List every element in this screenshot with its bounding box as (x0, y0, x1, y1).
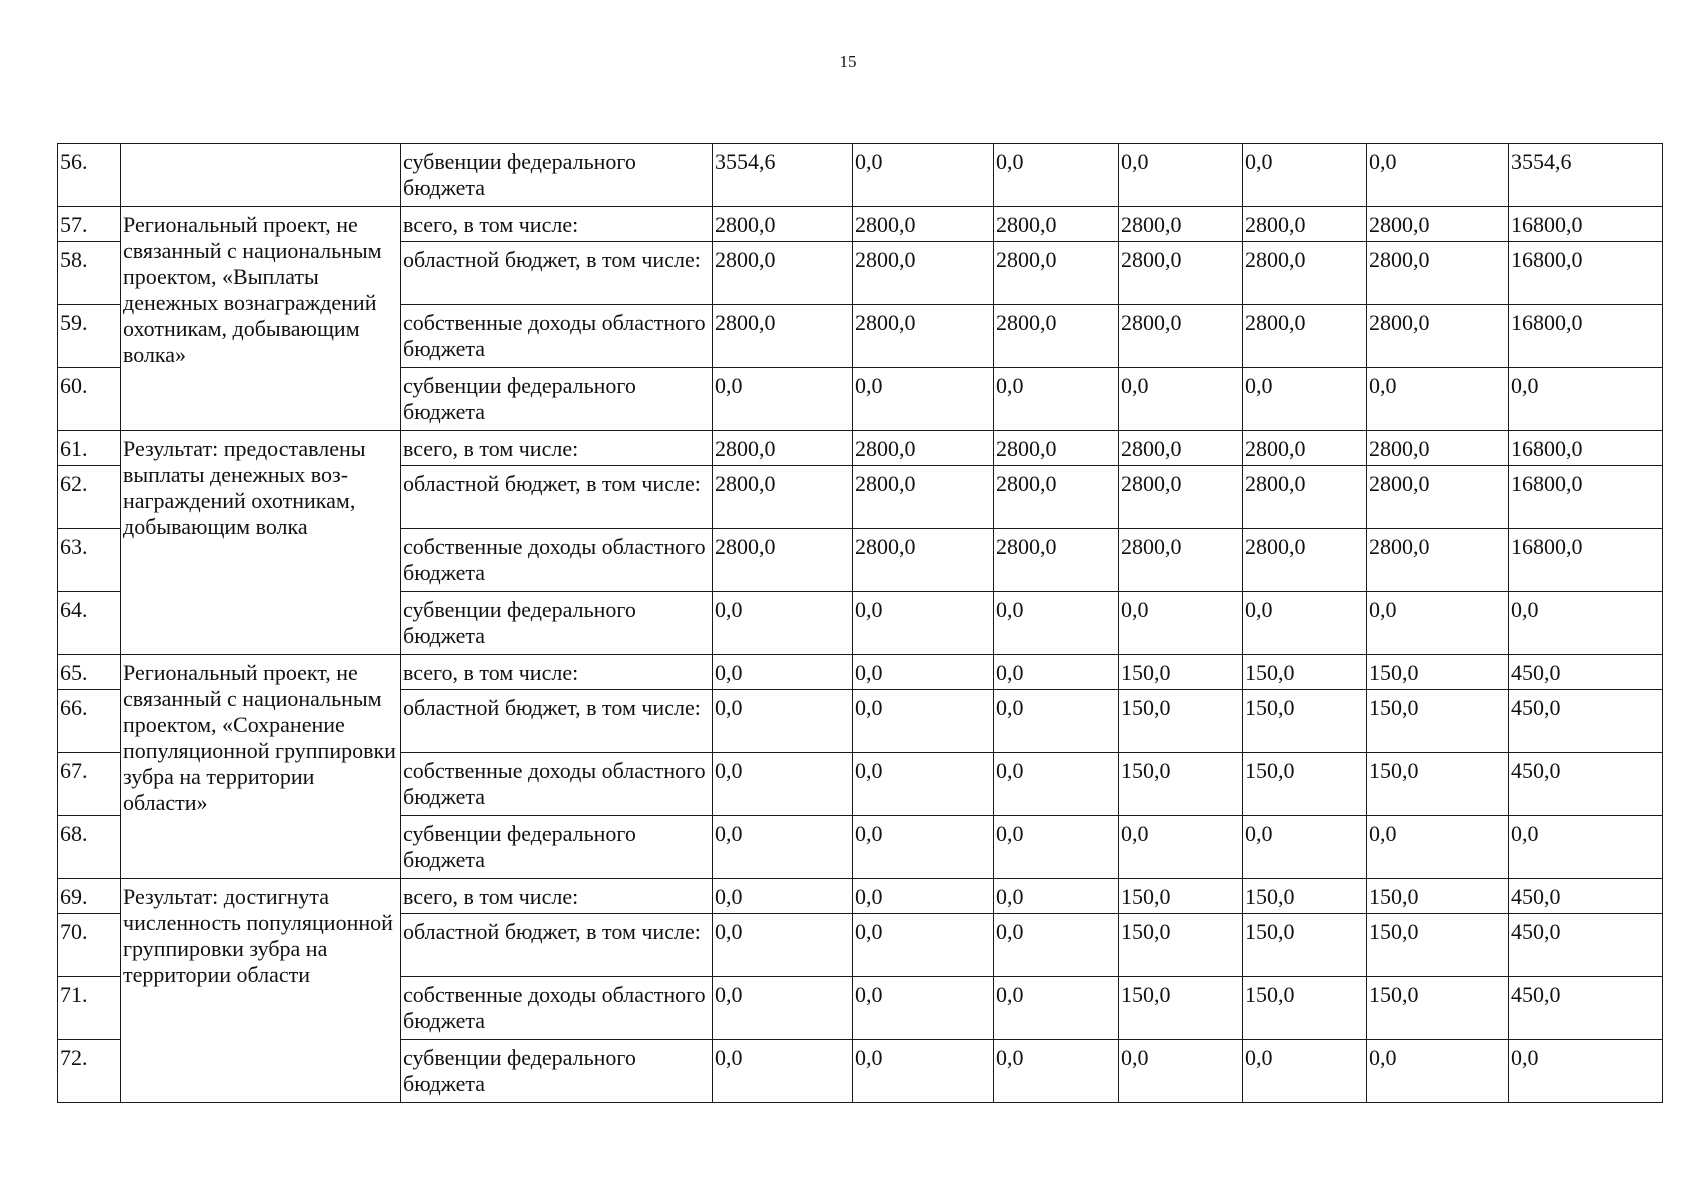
value-cell: 2800,0 (994, 529, 1119, 592)
value-cell: 0,0 (713, 914, 853, 977)
value-cell: 2800,0 (1367, 242, 1509, 305)
value-cell: 0,0 (994, 879, 1119, 914)
value-cell: 0,0 (713, 592, 853, 655)
row-number: 69. (58, 879, 121, 914)
row-number: 57. (58, 207, 121, 242)
total-cell: 450,0 (1509, 879, 1663, 914)
total-cell: 450,0 (1509, 690, 1663, 753)
row-number: 62. (58, 466, 121, 529)
funding-source: областной бюджет, в том числе: (401, 466, 713, 529)
value-cell: 2800,0 (1367, 305, 1509, 368)
value-cell: 2800,0 (1367, 529, 1509, 592)
value-cell: 2800,0 (713, 305, 853, 368)
row-number: 66. (58, 690, 121, 753)
value-cell: 0,0 (853, 592, 994, 655)
total-cell: 3554,6 (1509, 144, 1663, 207)
value-cell: 0,0 (994, 977, 1119, 1040)
value-cell: 2800,0 (1367, 207, 1509, 242)
total-cell: 16800,0 (1509, 431, 1663, 466)
value-cell: 0,0 (713, 879, 853, 914)
value-cell: 2800,0 (713, 207, 853, 242)
value-cell: 0,0 (853, 977, 994, 1040)
value-cell: 0,0 (1119, 592, 1243, 655)
value-cell: 2800,0 (1119, 242, 1243, 305)
total-cell: 0,0 (1509, 368, 1663, 431)
row-number: 67. (58, 753, 121, 816)
value-cell: 0,0 (713, 690, 853, 753)
value-cell: 0,0 (853, 816, 994, 879)
value-cell: 2800,0 (1243, 529, 1367, 592)
value-cell: 150,0 (1367, 753, 1509, 816)
table-row (58, 431, 1663, 466)
value-cell: 0,0 (994, 655, 1119, 690)
total-cell: 16800,0 (1509, 305, 1663, 368)
value-cell: 0,0 (713, 816, 853, 879)
value-cell: 0,0 (1243, 592, 1367, 655)
value-cell: 2800,0 (853, 242, 994, 305)
value-cell: 0,0 (1243, 816, 1367, 879)
value-cell: 150,0 (1243, 655, 1367, 690)
value-cell: 2800,0 (994, 466, 1119, 529)
value-cell: 150,0 (1243, 690, 1367, 753)
row-number: 64. (58, 592, 121, 655)
value-cell: 0,0 (994, 816, 1119, 879)
value-cell: 0,0 (853, 144, 994, 207)
value-cell: 2800,0 (853, 529, 994, 592)
value-cell: 0,0 (1243, 144, 1367, 207)
value-cell: 2800,0 (1243, 207, 1367, 242)
value-cell: 0,0 (853, 1040, 994, 1103)
value-cell: 2800,0 (1367, 431, 1509, 466)
value-cell: 2800,0 (1119, 529, 1243, 592)
total-cell: 450,0 (1509, 977, 1663, 1040)
value-cell: 150,0 (1243, 977, 1367, 1040)
total-cell: 0,0 (1509, 592, 1663, 655)
funding-source: субвенции федерального бюджета (401, 592, 713, 655)
value-cell: 0,0 (713, 977, 853, 1040)
value-cell: 150,0 (1119, 914, 1243, 977)
row-number: 63. (58, 529, 121, 592)
value-cell: 0,0 (1119, 368, 1243, 431)
value-cell: 2800,0 (994, 207, 1119, 242)
value-cell: 2800,0 (853, 305, 994, 368)
value-cell: 150,0 (1119, 690, 1243, 753)
row-number: 71. (58, 977, 121, 1040)
value-cell: 0,0 (713, 1040, 853, 1103)
value-cell: 0,0 (1367, 1040, 1509, 1103)
funding-source: субвенции федерального бюджета (401, 144, 713, 207)
funding-source: собственные доходы областного бюджета (401, 753, 713, 816)
total-cell: 0,0 (1509, 1040, 1663, 1103)
funding-source: субвенции федерального бюджета (401, 1040, 713, 1103)
value-cell: 2800,0 (853, 431, 994, 466)
row-number: 61. (58, 431, 121, 466)
value-cell: 2800,0 (713, 466, 853, 529)
value-cell: 0,0 (853, 690, 994, 753)
value-cell: 2800,0 (713, 529, 853, 592)
value-cell: 0,0 (713, 368, 853, 431)
table-row (58, 879, 1663, 914)
row-number: 72. (58, 1040, 121, 1103)
value-cell: 0,0 (1367, 592, 1509, 655)
row-number: 56. (58, 144, 121, 207)
funding-source: областной бюджет, в том числе: (401, 690, 713, 753)
value-cell: 2800,0 (994, 431, 1119, 466)
value-cell: 0,0 (1243, 368, 1367, 431)
funding-source: собственные доходы областного бюджета (401, 305, 713, 368)
value-cell: 2800,0 (994, 242, 1119, 305)
value-cell: 150,0 (1367, 879, 1509, 914)
row-number: 60. (58, 368, 121, 431)
value-cell: 0,0 (994, 914, 1119, 977)
value-cell: 150,0 (1367, 690, 1509, 753)
value-cell: 2800,0 (853, 466, 994, 529)
value-cell: 0,0 (1119, 144, 1243, 207)
value-cell: 2800,0 (1243, 305, 1367, 368)
funding-source: собственные доходы областного бюджета (401, 529, 713, 592)
table-row (58, 655, 1663, 690)
funding-source: всего, в том числе: (401, 655, 713, 690)
value-cell: 0,0 (994, 1040, 1119, 1103)
funding-source: областной бюджет, в том числе: (401, 914, 713, 977)
table-row (58, 144, 1663, 207)
value-cell: 2800,0 (1243, 466, 1367, 529)
funding-source: всего, в том числе: (401, 879, 713, 914)
value-cell: 0,0 (1367, 368, 1509, 431)
funding-source: собственные доходы областного бюджета (401, 977, 713, 1040)
total-cell: 16800,0 (1509, 466, 1663, 529)
value-cell: 150,0 (1367, 977, 1509, 1040)
funding-source: субвенции федерального бюджета (401, 368, 713, 431)
total-cell: 450,0 (1509, 753, 1663, 816)
value-cell: 150,0 (1243, 914, 1367, 977)
value-cell: 0,0 (713, 655, 853, 690)
value-cell: 0,0 (1119, 816, 1243, 879)
budget-table (57, 143, 1663, 1103)
row-number: 68. (58, 816, 121, 879)
value-cell: 2800,0 (1243, 242, 1367, 305)
value-cell: 2800,0 (713, 431, 853, 466)
funding-source: областной бюджет, в том числе: (401, 242, 713, 305)
total-cell: 0,0 (1509, 816, 1663, 879)
value-cell: 150,0 (1243, 879, 1367, 914)
value-cell: 0,0 (1367, 816, 1509, 879)
item-name-cell: Результат: достигнута численность популяционной группировки зубра на территории области (121, 879, 401, 1103)
value-cell: 0,0 (994, 592, 1119, 655)
value-cell: 0,0 (853, 914, 994, 977)
value-cell: 0,0 (853, 655, 994, 690)
value-cell: 0,0 (853, 368, 994, 431)
total-cell: 16800,0 (1509, 207, 1663, 242)
value-cell: 2800,0 (1367, 466, 1509, 529)
total-cell: 16800,0 (1509, 529, 1663, 592)
item-name-cell: Региональный проект, не связанный с национальным проектом, «Выплаты денежных вознаграждений охотникам, добывающим волка» (121, 207, 401, 431)
row-number: 70. (58, 914, 121, 977)
value-cell: 150,0 (1243, 753, 1367, 816)
value-cell: 0,0 (994, 753, 1119, 816)
item-name-cell: Результат: предоставлены выплаты денежных вознаграждений охотникам, добывающим волка (121, 431, 401, 655)
value-cell: 2800,0 (994, 305, 1119, 368)
value-cell: 0,0 (853, 753, 994, 816)
value-cell: 3554,6 (713, 144, 853, 207)
value-cell: 0,0 (994, 144, 1119, 207)
value-cell: 150,0 (1119, 977, 1243, 1040)
value-cell: 0,0 (1367, 144, 1509, 207)
item-name-cell: Региональный проект, не связанный с национальным проектом, «Сохранение популяционной группировки зубра на территории области» (121, 655, 401, 879)
total-cell: 450,0 (1509, 914, 1663, 977)
row-number: 58. (58, 242, 121, 305)
value-cell: 0,0 (994, 690, 1119, 753)
value-cell: 150,0 (1119, 879, 1243, 914)
value-cell: 2800,0 (1243, 431, 1367, 466)
value-cell: 2800,0 (1119, 431, 1243, 466)
value-cell: 0,0 (1119, 1040, 1243, 1103)
value-cell: 0,0 (853, 879, 994, 914)
value-cell: 2800,0 (853, 207, 994, 242)
value-cell: 2800,0 (713, 242, 853, 305)
value-cell: 0,0 (994, 368, 1119, 431)
page-number: 15 (839, 52, 857, 71)
table-row (58, 207, 1663, 242)
value-cell: 150,0 (1367, 914, 1509, 977)
value-cell: 150,0 (1119, 753, 1243, 816)
value-cell: 2800,0 (1119, 466, 1243, 529)
value-cell: 2800,0 (1119, 305, 1243, 368)
row-number: 65. (58, 655, 121, 690)
funding-source: всего, в том числе: (401, 431, 713, 466)
value-cell: 150,0 (1367, 655, 1509, 690)
value-cell: 0,0 (1243, 1040, 1367, 1103)
total-cell: 450,0 (1509, 655, 1663, 690)
funding-source: всего, в том числе: (401, 207, 713, 242)
value-cell: 150,0 (1119, 655, 1243, 690)
value-cell: 0,0 (713, 753, 853, 816)
total-cell: 16800,0 (1509, 242, 1663, 305)
item-name-cell (121, 144, 401, 207)
row-number: 59. (58, 305, 121, 368)
value-cell: 2800,0 (1119, 207, 1243, 242)
funding-source: субвенции федерального бюджета (401, 816, 713, 879)
